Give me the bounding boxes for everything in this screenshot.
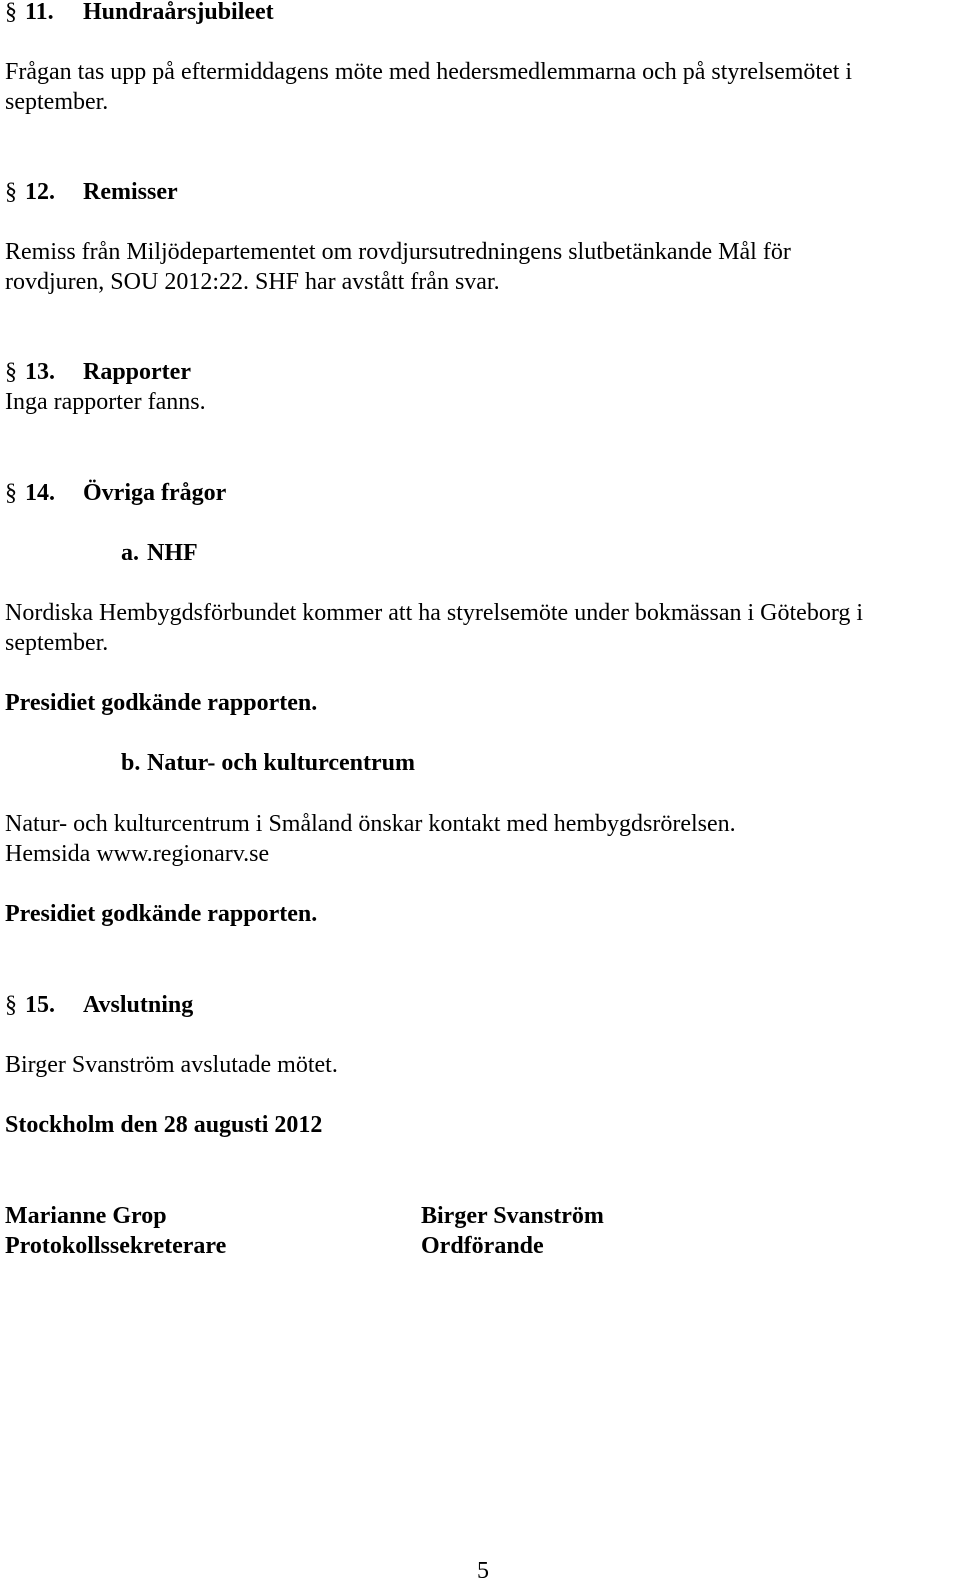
section-number: 14. <box>25 480 55 506</box>
section-12-body-line-1: Remiss från Miljödepartementet om rovdjursutredningens slutbetänkande Mål för <box>5 239 791 265</box>
signature-role: Protokollssekreterare <box>5 1233 227 1259</box>
section-11-body-line-1: Frågan tas upp på eftermiddagens möte med hedersmedlemmarna och på styrelsemötet i <box>5 59 853 85</box>
section-12-body-line-2: rovdjuren, SOU 2012:22. SHF har avstått från svar. <box>5 269 500 295</box>
section-title: Avslutning <box>83 992 194 1018</box>
subsection-b-body-line-1: Natur- och kulturcentrum i Småland önskar kontakt med hembygdsrörelsen. <box>5 811 736 837</box>
subsection-b-body-line-2: Hemsida www.regionarv.se <box>5 841 270 867</box>
signature-block-chair <box>421 1201 604 1261</box>
subsection-a-decision: Presidiet godkände rapporten. <box>5 690 318 716</box>
signature-role: Ordförande <box>421 1233 544 1259</box>
page-number: 5 <box>477 1558 489 1584</box>
signature-name: Marianne Grop <box>5 1203 167 1229</box>
section-11-heading <box>0 0 960 27</box>
subsection-b-decision: Presidiet godkände rapporten. <box>5 901 318 927</box>
section-13-heading <box>0 357 960 387</box>
place-date: Stockholm den 28 augusti 2012 <box>5 1112 323 1138</box>
section-title: Övriga frågor <box>83 480 227 506</box>
section-symbol: § <box>5 992 17 1018</box>
subsection-a-body-line-1: Nordiska Hembygdsförbundet kommer att ha styrelsemöte under bokmässan i Göteborg i <box>5 600 864 626</box>
subsection-a-body-line-2: september. <box>5 630 109 656</box>
section-number: 12. <box>25 179 55 205</box>
section-symbol: § <box>5 359 17 385</box>
section-number: 15. <box>25 992 55 1018</box>
section-number: 13. <box>25 359 55 385</box>
section-15-body-line-1: Birger Svanström avslutade mötet. <box>5 1052 338 1078</box>
section-15-heading <box>0 990 960 1020</box>
subsection-a-heading <box>0 538 960 568</box>
signature-name: Birger Svanström <box>421 1203 604 1229</box>
section-title: Remisser <box>83 179 178 205</box>
section-14-heading <box>0 478 960 508</box>
section-number: 11. <box>25 0 54 25</box>
section-11-body-line-2: september. <box>5 89 109 115</box>
subsection-letter: b. <box>121 750 141 776</box>
section-13-body-line-1: Inga rapporter fanns. <box>5 389 206 415</box>
section-symbol: § <box>5 0 17 25</box>
section-symbol: § <box>5 179 17 205</box>
signature-block-secretary <box>5 1201 226 1261</box>
section-symbol: § <box>5 480 17 506</box>
section-12-heading <box>0 177 960 207</box>
subsection-title: Natur- och kulturcentrum <box>147 750 415 776</box>
section-title: Hundraårsjubileet <box>83 0 274 25</box>
subsection-b-heading <box>0 748 960 778</box>
section-title: Rapporter <box>83 359 191 385</box>
subsection-letter: a. <box>121 540 139 566</box>
subsection-title: NHF <box>147 540 198 566</box>
